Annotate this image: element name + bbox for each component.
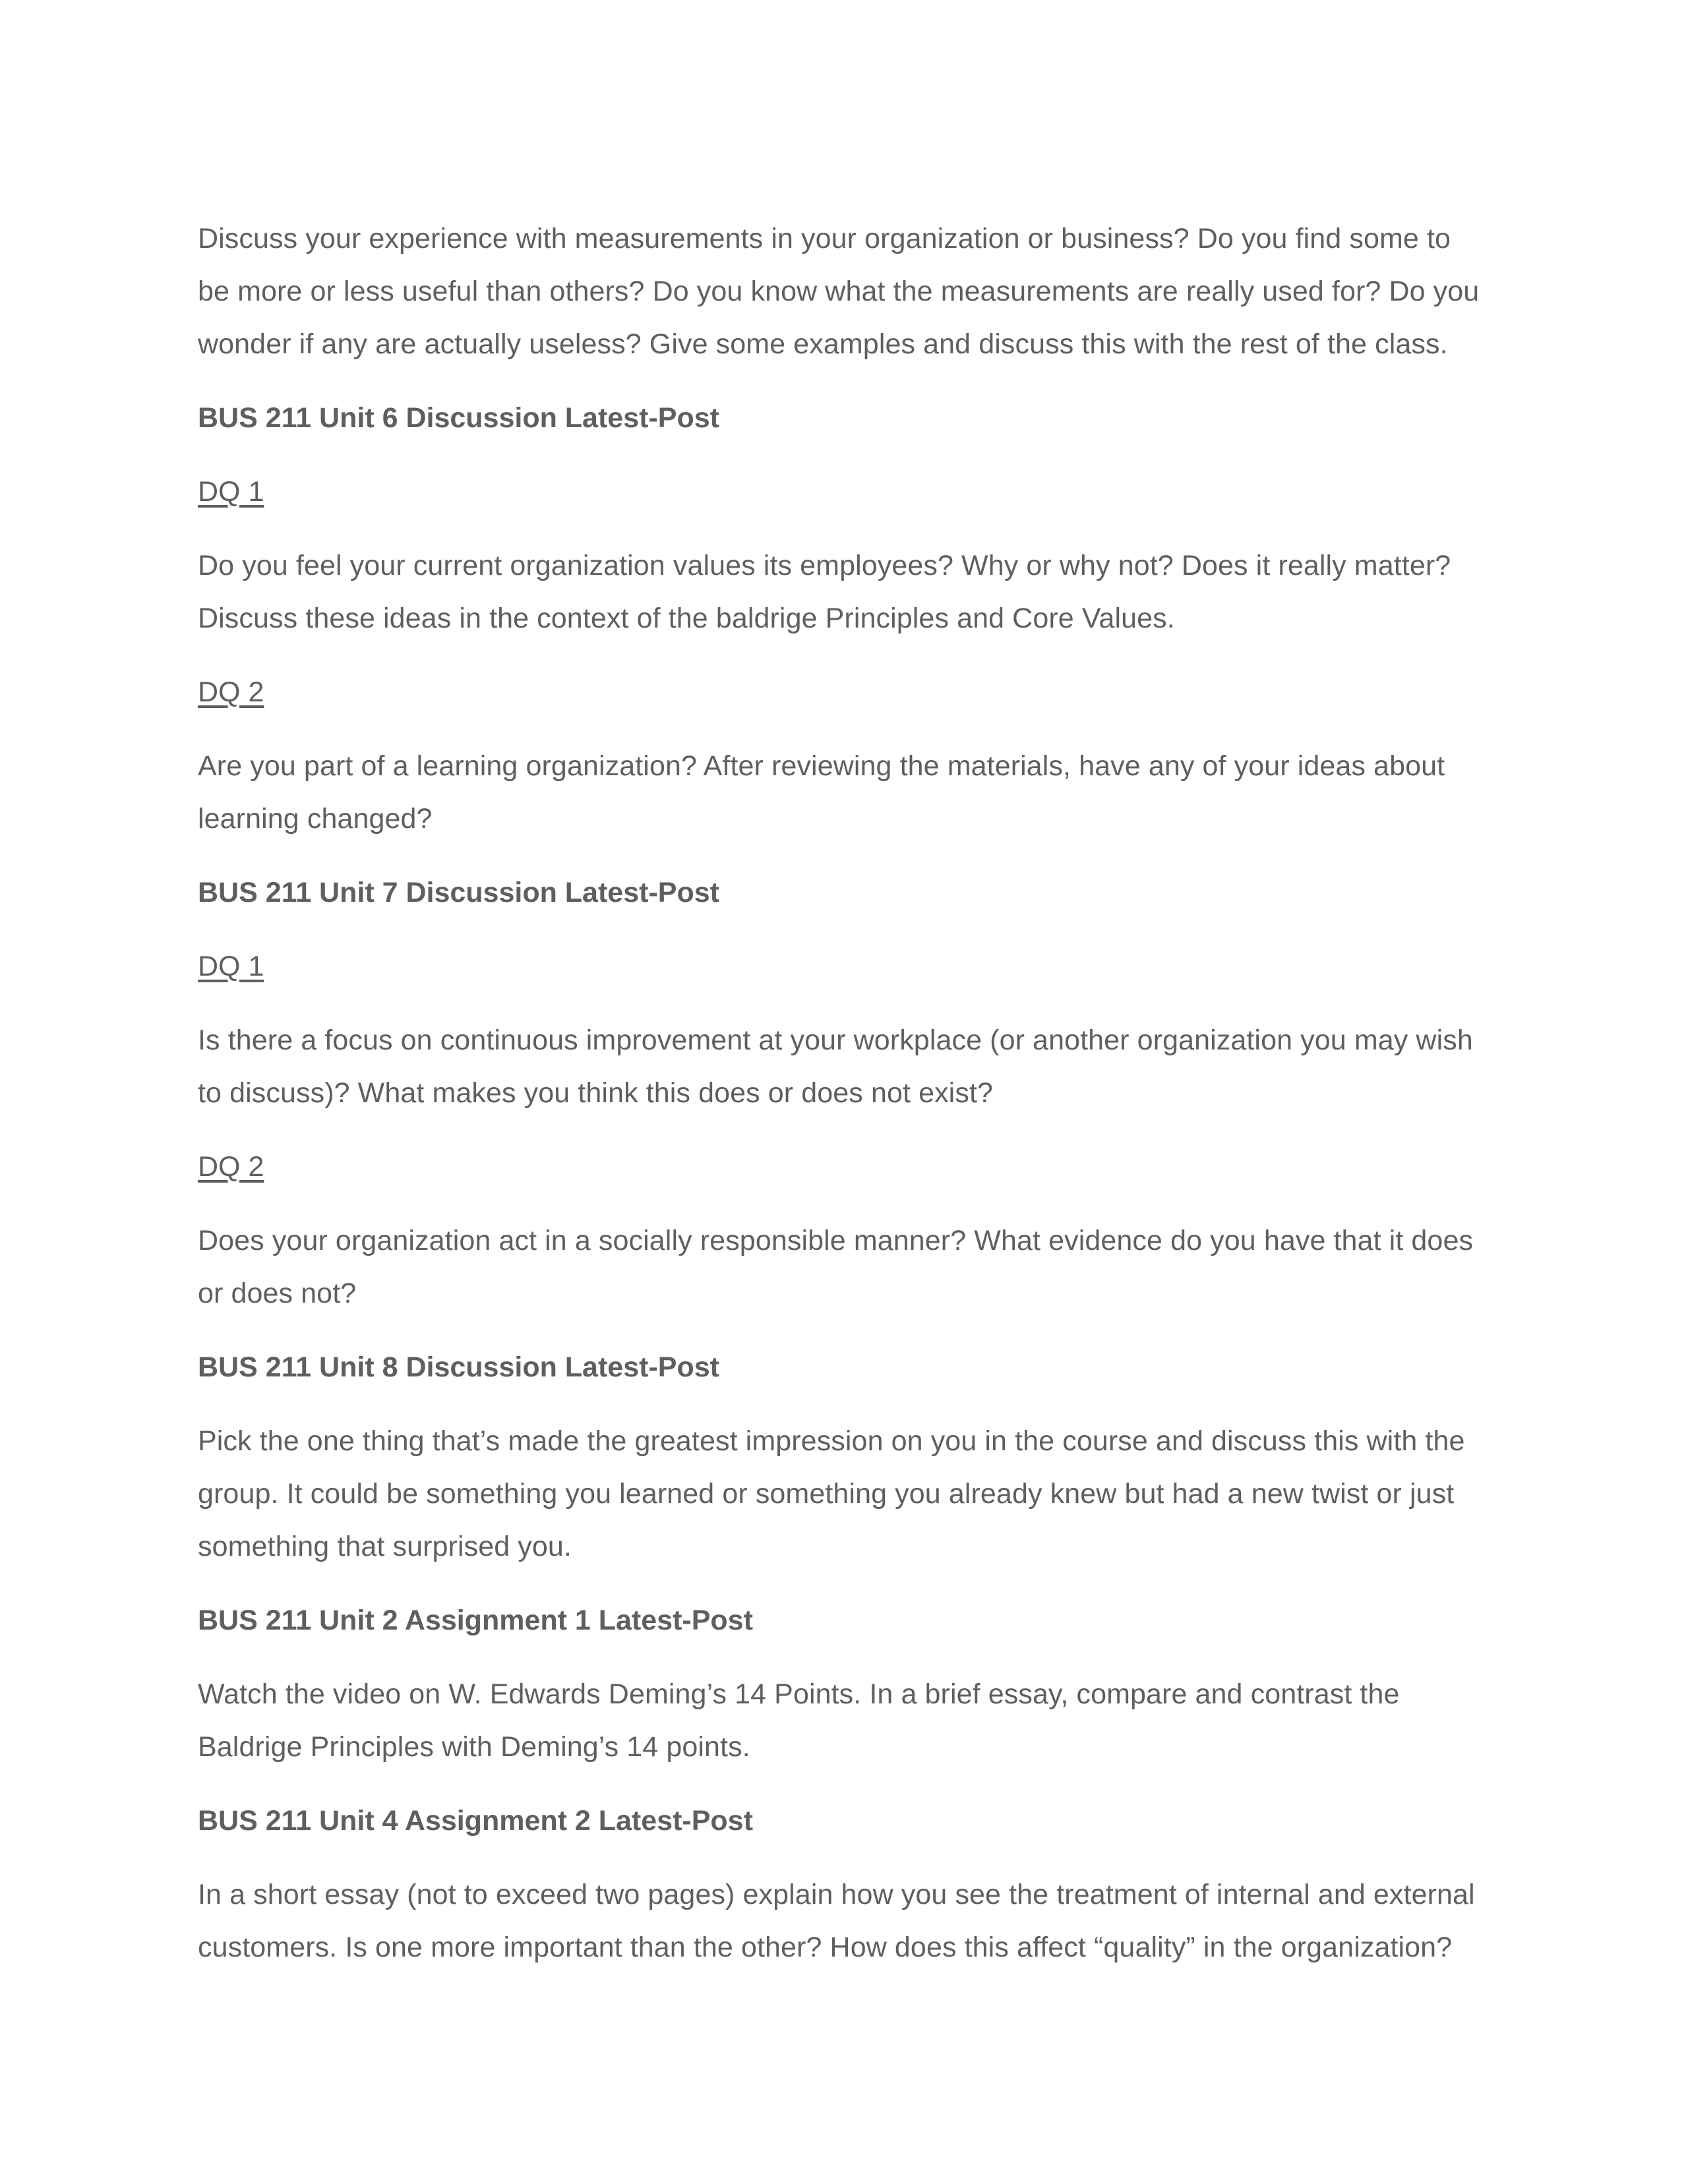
dq-label: DQ 1 [198, 476, 264, 508]
question-paragraph: Are you part of a learning organization? After reviewing the materials, have any of your ideas about learning changed? [198, 750, 1445, 835]
section-heading-unit-8: BUS 211 Unit 8 Discussion Latest-Post [198, 1351, 719, 1383]
question-paragraph: Is there a focus on continuous improvement at your workplace (or another organization you may wish to discuss)? What makes you think this does or does not exist? [198, 1024, 1473, 1109]
intro-paragraph: Discuss your experience with measurements in your organization or business? Do you find some to be more or less useful than others? Do you know what the measurements are really used for? Do you wonder if any are actually useless? Give some examples and discuss this with the rest of the class. [198, 223, 1480, 360]
dq-label: DQ 1 [198, 951, 264, 982]
section-heading-assignment-1: BUS 211 Unit 2 Assignment 1 Latest-Post [198, 1605, 753, 1636]
question-paragraph: Do you feel your current organization values its employees? Why or why not? Does it really matter? Discuss these ideas in the context of the baldrige Principles and Core Values. [198, 550, 1451, 634]
dq-label: DQ 2 [198, 676, 264, 708]
question-paragraph: Pick the one thing that’s made the greatest impression on you in the course and discuss this with the group. It could be something you learned or something you already knew but had a new twist or just something that surprised you. [198, 1425, 1465, 1562]
section-heading-unit-6: BUS 211 Unit 6 Discussion Latest-Post [198, 402, 719, 434]
section-heading-assignment-2: BUS 211 Unit 4 Assignment 2 Latest-Post [198, 1805, 753, 1837]
question-paragraph: Does your organization act in a socially responsible manner? What evidence do you have that it does or does not? [198, 1225, 1474, 1309]
assignment-paragraph: Watch the video on W. Edwards Deming’s 14 Points. In a brief essay, compare and contrast the Baldrige Principles with Deming’s 14 points. [198, 1678, 1400, 1763]
dq-label: DQ 2 [198, 1151, 264, 1183]
section-heading-unit-7: BUS 211 Unit 7 Discussion Latest-Post [198, 877, 719, 908]
assignment-paragraph: In a short essay (not to exceed two pages) explain how you see the treatment of internal and external customers. Is one more important than the other? How does this affect “quality” in the organization? [198, 1879, 1475, 1963]
